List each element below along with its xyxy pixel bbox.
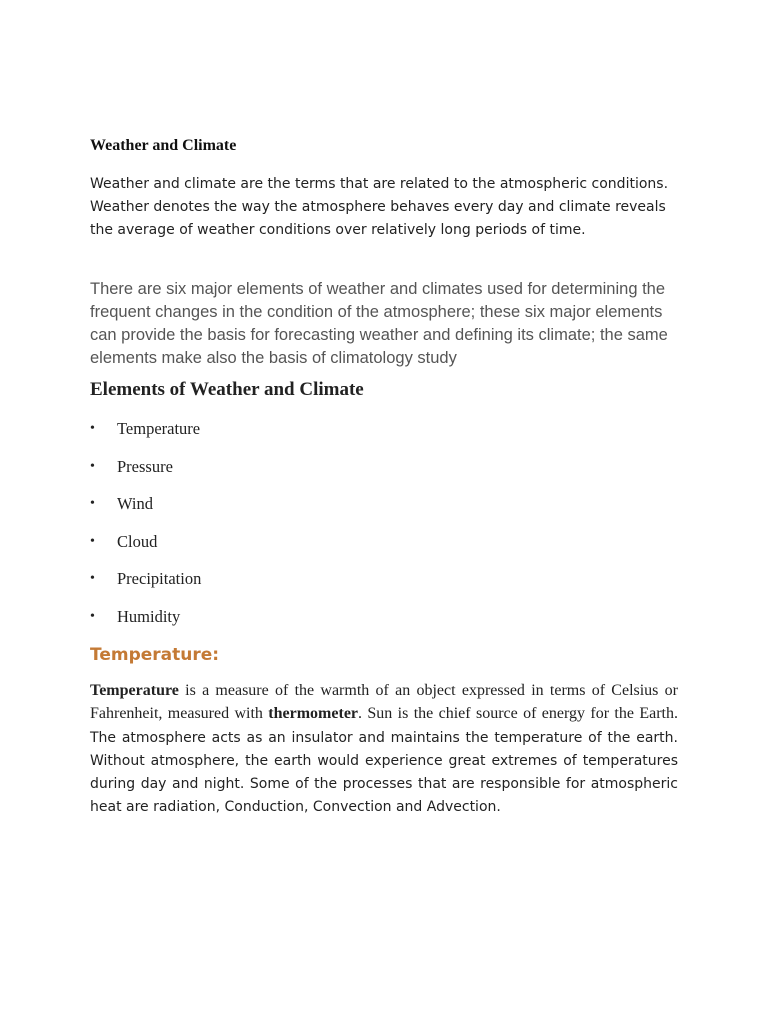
list-item <box>90 457 201 495</box>
sun-energy-sentence: . Sun is the chief source of energy for the Earth. <box>358 705 679 723</box>
bullet-icon: • <box>90 571 95 587</box>
list-item <box>90 494 201 532</box>
list-item <box>90 532 201 570</box>
list-item-label: Precipitation <box>117 569 202 589</box>
temperature-heading: Temperature: <box>90 645 220 665</box>
temperature-term: Temperature <box>90 682 179 699</box>
elements-heading: Elements of Weather and Climate <box>90 379 364 400</box>
intro-paragraph: Weather and climate are the terms that are related to the atmospheric conditions. Weather denotes the way the atmosphere behaves every day and climate reveals the average of weather conditions over relatively long periods of time. <box>90 176 669 238</box>
list-item-label: Cloud <box>117 531 158 551</box>
list-item <box>90 607 201 645</box>
document-page <box>90 0 678 1024</box>
document-title: Weather and Climate <box>90 137 237 154</box>
temperature-paragraph <box>90 680 678 820</box>
bullet-icon: • <box>90 458 95 474</box>
list-item <box>90 569 201 607</box>
list-item-label: Humidity <box>117 606 181 626</box>
temperature-definition: is a measure of the warmth of an object expressed in terms of Celsius or Fahrenheit, measured with <box>90 682 678 723</box>
list-item-label: Pressure <box>117 456 173 476</box>
elements-list <box>90 419 201 645</box>
list-item <box>90 419 201 457</box>
bullet-icon: • <box>90 496 95 512</box>
six-elements-paragraph: There are six major elements of weather and climates used for determining the frequent changes in the condition of the atmosphere; these six major elements can provide the basis for forecasting weather and defining its climate; the same elements make also the basis of climatology study <box>90 280 668 367</box>
bullet-icon: • <box>90 608 95 624</box>
bullet-icon: • <box>90 421 95 436</box>
thermometer-term: thermometer <box>268 705 359 723</box>
list-item-label: Wind <box>117 494 153 514</box>
list-item-label: Temperature <box>117 419 201 438</box>
bullet-icon: • <box>90 533 95 549</box>
atmosphere-sentences: The atmosphere acts as an insulator and maintains the temperature of the earth. Without atmosphere, the earth would experience great extremes of temperatures during day and night. Some of the processes that are responsible for atmospheric heat are radiation, Conduction, Convection and Advection. <box>90 729 678 816</box>
